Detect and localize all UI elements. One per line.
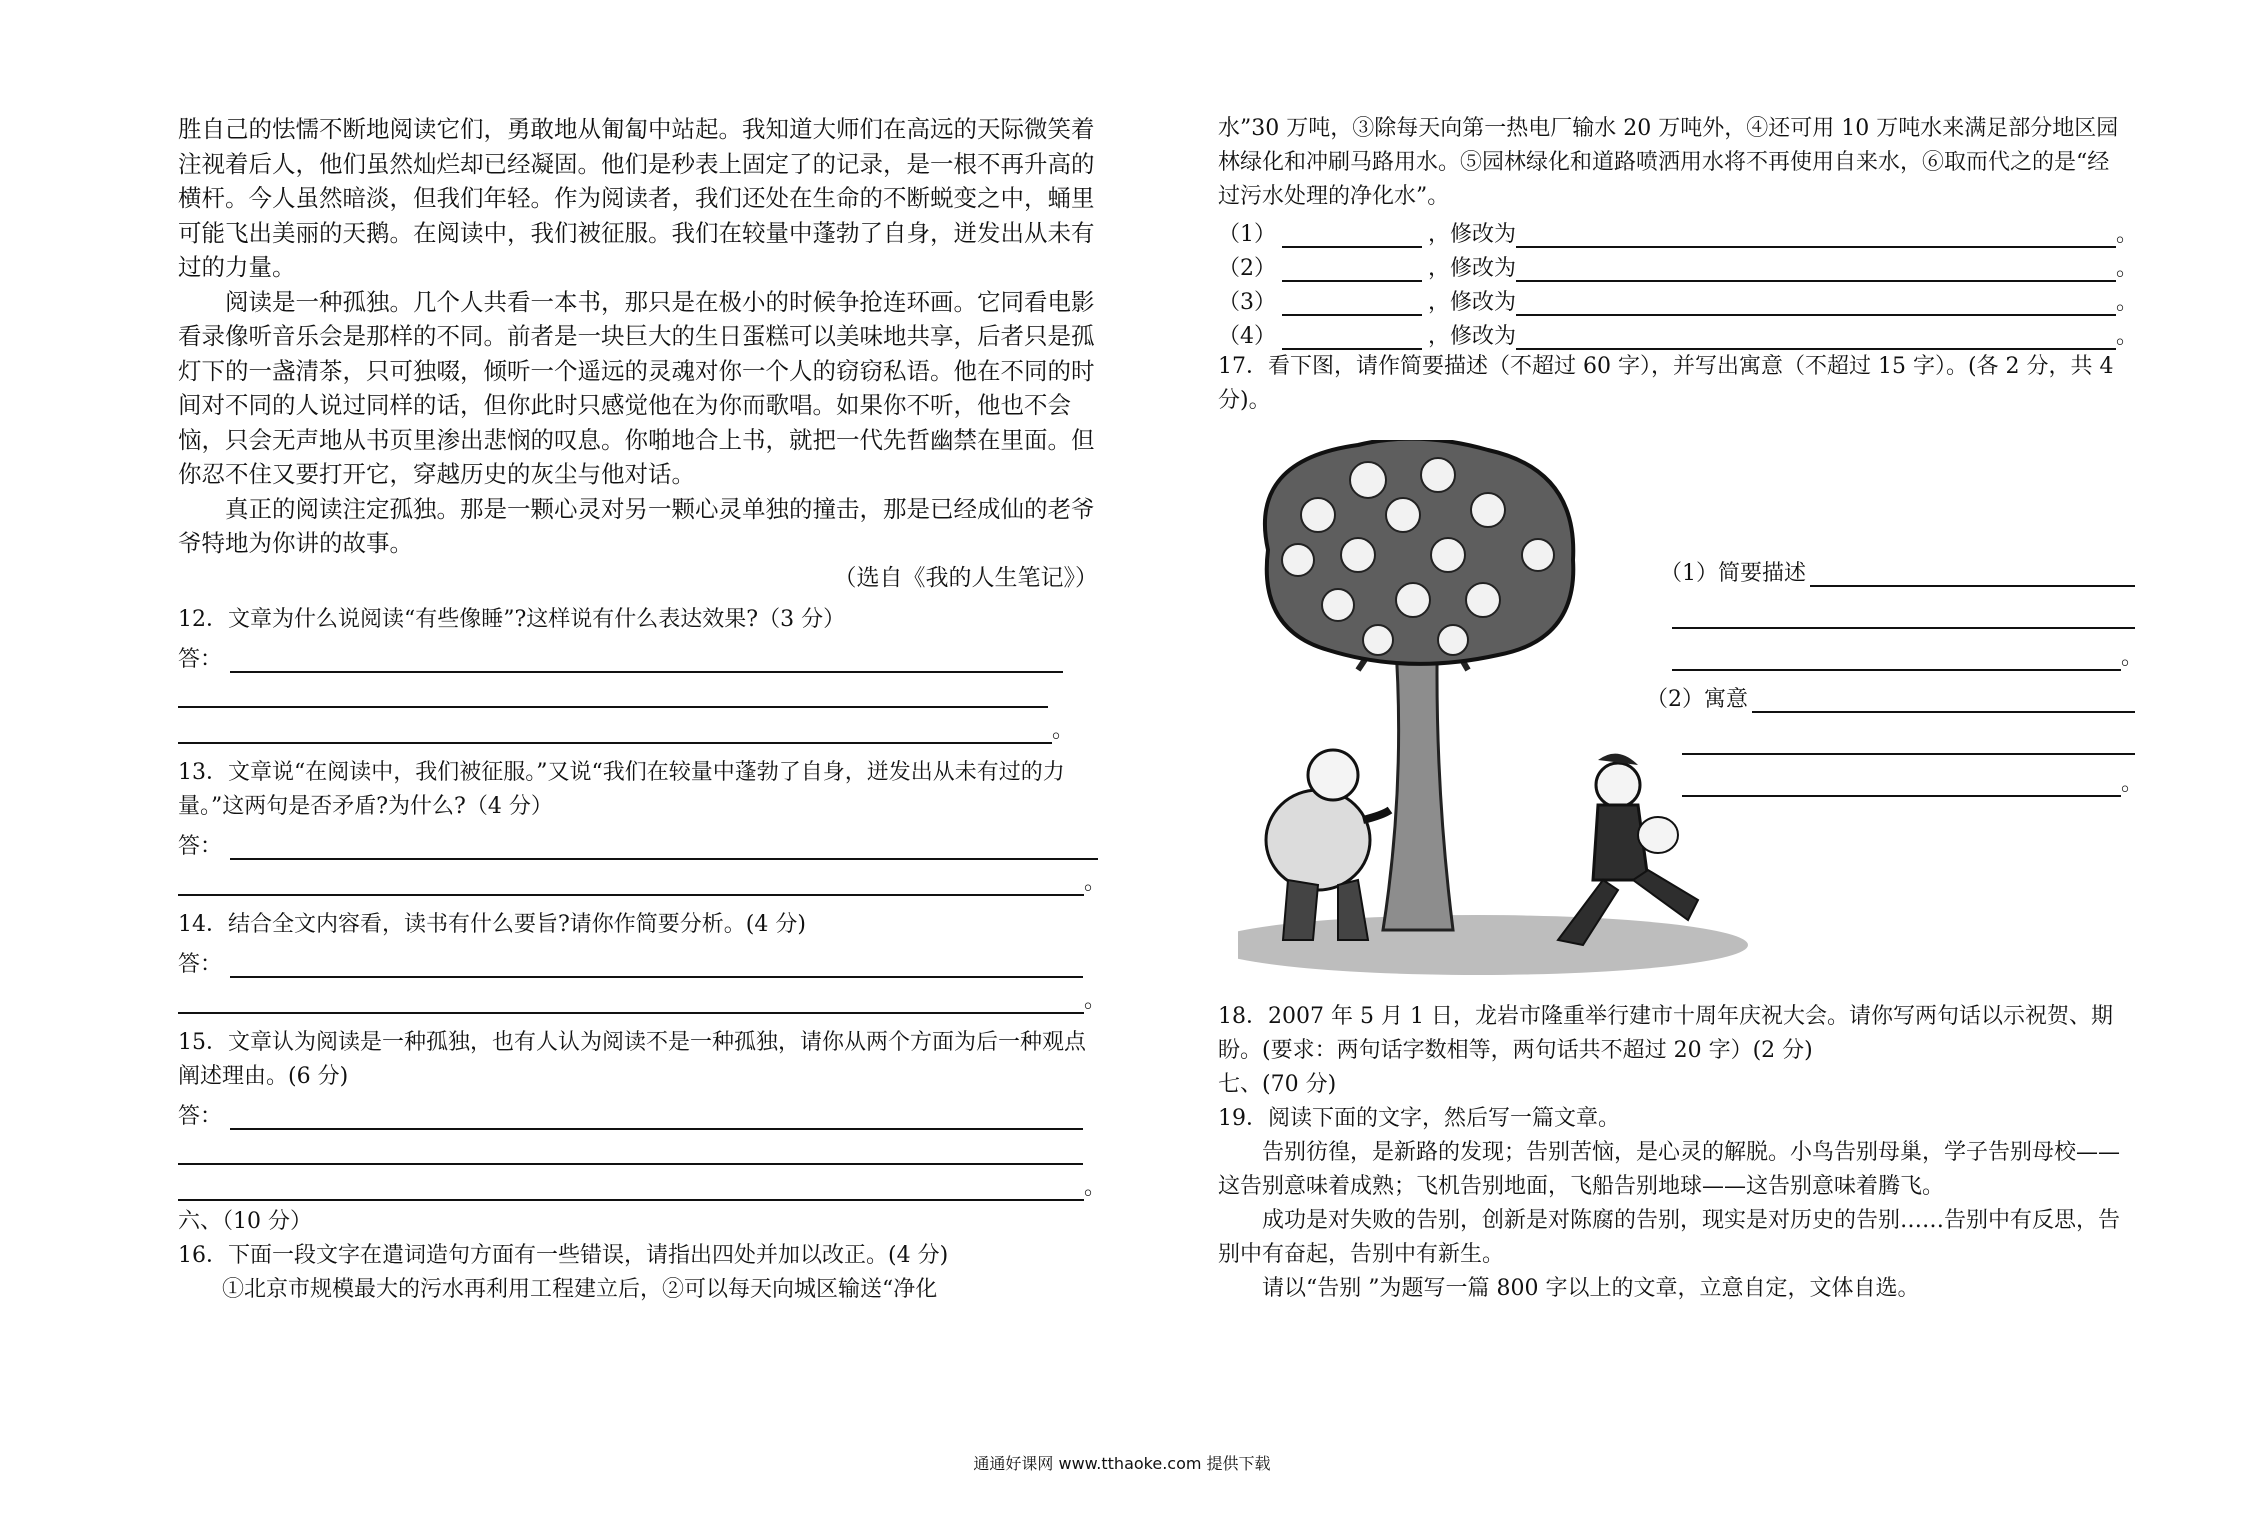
period: 。 [2116, 324, 2139, 349]
passage-paragraph: 真正的阅读注定孤独。那是一颗心灵对另一颗心灵单独的撞击，那是已经成仙的老爷爷特地为你讲的故事。 [178, 494, 1095, 557]
question-13: 13．文章说“在阅读中，我们被征服。”又说“我们在较量中蓬勃了自身，迸发出从未有过的力量。”这两句是否矛盾?为什么?（4 分） [178, 759, 1065, 819]
section-seven-heading: 七、(70 分) [1218, 1072, 1337, 1097]
period: 。 [2116, 256, 2139, 281]
left-column [178, 112, 1107, 1307]
question-15: 15．文章认为阅读是一种孤独，也有人认为阅读不是一种孤独，请你从两个方面为后一种观点阐述理由。(6 分) [178, 1029, 1086, 1089]
question-14: 14．结合全文内容看，读书有什么要旨?请你作简要分析。(4 分) [178, 911, 806, 937]
period: 。 [1052, 717, 1075, 743]
answer-14-line-2[interactable] [178, 978, 1107, 1014]
meaning-line-3[interactable] [1682, 755, 2144, 797]
meaning-line-1[interactable] [1646, 671, 2135, 713]
answer-label: 答： [178, 951, 223, 977]
prompt-paragraph: 成功是对失败的告别，创新是对陈腐的告别，现实是对历史的告别……告别中有反思，告别中有奋起，告别中有新生。 [1218, 1208, 2121, 1267]
description-label: （1）简要描述 [1660, 561, 1806, 586]
period: 。 [2121, 645, 2144, 670]
revision-label: ，修改为 [1428, 324, 1517, 349]
answer-label: 答： [178, 1103, 223, 1129]
answer-label: 答： [178, 646, 223, 672]
revision-line-4[interactable] [1218, 316, 2139, 350]
answer-13-line-1[interactable] [178, 824, 1098, 860]
period: 。 [1084, 1174, 1107, 1200]
page-footer: 通通好课网 www.tthaoke.com 提供下载 [973, 1454, 1271, 1473]
question-12: 12．文章为什么说阅读“有些像睡”?这样说有什么表达效果?（3 分） [178, 606, 846, 632]
question-16-text: ①北京市规模最大的污水再利用工程建立后，②可以每天向城区输送“净化 [222, 1276, 938, 1302]
answer-12-line-3[interactable] [178, 708, 1075, 744]
meaning-label: （2）寓意 [1646, 687, 1748, 712]
man-left [1266, 750, 1390, 940]
right-column [1218, 112, 2139, 418]
answer-12-line-2[interactable] [178, 673, 1048, 708]
question-16-continued: 水”30 万吨，③除每天向第一热电厂输水 20 万吨外，④还可用 10 万吨水来满足部分地区园林绿化和冲刷马路用水。⑤园林绿化和道路喷洒用水将不再使用自来水，⑥取而代之的是“经过污水处理的净化水”。 [1218, 116, 2119, 209]
period: 。 [2116, 222, 2139, 247]
description-line-3[interactable] [1672, 629, 2144, 671]
passage-source: （选自《我的人生笔记》） [833, 564, 1098, 591]
period: 。 [2121, 771, 2144, 796]
answer-15-line-1[interactable] [178, 1094, 1083, 1130]
answer-15-line-2[interactable] [178, 1130, 1083, 1165]
section-six-heading: 六、（10 分） [178, 1208, 312, 1234]
revision-number: （1） [1218, 222, 1276, 247]
description-line-1[interactable] [1660, 545, 2135, 587]
question-17: 17．看下图，请作简要描述（不超过 60 字），并写出寓意（不超过 15 字）。(各 2 分，共 4 分)。 [1218, 354, 2114, 413]
revision-label: ，修改为 [1428, 222, 1517, 247]
passage-paragraph: 胜自己的怯懦不断地阅读它们，勇敢地从匍匐中站起。我知道大师们在高远的天际微笑着注视着后人，他们虽然灿烂却已经凝固。他们是秒表上固定了的记录，是一根不再升高的横杆。今人虽然暗淡，但我们年轻。作为阅读者，我们还处在生命的不断蜕变之中，蛹里可能飞出美丽的天鹅。在阅读中，我们被征服。我们在较量中蓬勃了自身，迸发出从未有过的力量。 [178, 115, 1095, 281]
revision-line-1[interactable] [1218, 214, 2139, 248]
answer-15-line-3[interactable] [178, 1165, 1107, 1201]
right-column-lower [1218, 1000, 2130, 1306]
period: 。 [1084, 987, 1107, 1013]
revision-label: ，修改为 [1428, 290, 1517, 315]
period: 。 [2116, 290, 2139, 315]
question-18: 18．2007 年 5 月 1 日，龙岩市隆重举行建市十周年庆祝大会。请你写两句话以示祝贺、期盼。(要求：两句话字数相等，两句话共不超过 20 字）(2 分) [1218, 1004, 2113, 1063]
question-16: 16．下面一段文字在遣词造句方面有一些错误，请指出四处并加以改正。(4 分) [178, 1242, 949, 1268]
meaning-line-2[interactable] [1682, 713, 2135, 755]
revision-line-3[interactable] [1218, 282, 2139, 316]
answer-label: 答： [178, 833, 223, 859]
revision-number: （3） [1218, 290, 1276, 315]
period: 。 [1084, 869, 1107, 895]
revision-number: （2） [1218, 256, 1276, 281]
revision-line-2[interactable] [1218, 248, 2139, 282]
passage-paragraph: 阅读是一种孤独。几个人共看一本书，那只是在极小的时候争抢连环画。它同看电影看录像听音乐会是那样的不同。前者是一块巨大的生日蛋糕可以美味地共享，后者只是孤灯下的一盏清茶，只可独啜，倾听一个遥远的灵魂对你一个人的窃窃私语。他在不同的时间对不同的人说过同样的话，但你此时只感觉他在为你而歌唱。如果你不听，他也不会恼，只会无声地从书页里渗出悲悯的叹息。你啪地合上书，就把一代先哲幽禁在里面。但你忍不住又要打开它，穿越历史的灰尘与他对话。 [178, 287, 1095, 488]
description-line-2[interactable] [1672, 587, 2135, 629]
answer-13-line-2[interactable] [178, 860, 1107, 896]
question-19: 19．阅读下面的文字，然后写一篇文章。 [1218, 1106, 1620, 1131]
answer-12-line-1[interactable] [178, 637, 1063, 673]
prompt-paragraph: 请以“告别 ”为题写一篇 800 字以上的文章，立意自定，文体自选。 [1262, 1276, 1920, 1301]
prompt-paragraph: 告别彷徨，是新路的发现；告别苦恼，是心灵的解脱。小鸟告别母巢，学子告别母校——这告别意味着成熟；飞机告别地面，飞船告别地球——这告别意味着腾飞。 [1218, 1140, 2121, 1199]
revision-label: ，修改为 [1428, 256, 1517, 281]
revision-number: （4） [1218, 324, 1276, 349]
answer-14-line-1[interactable] [178, 942, 1083, 978]
q17-answer-area [1646, 545, 2144, 797]
